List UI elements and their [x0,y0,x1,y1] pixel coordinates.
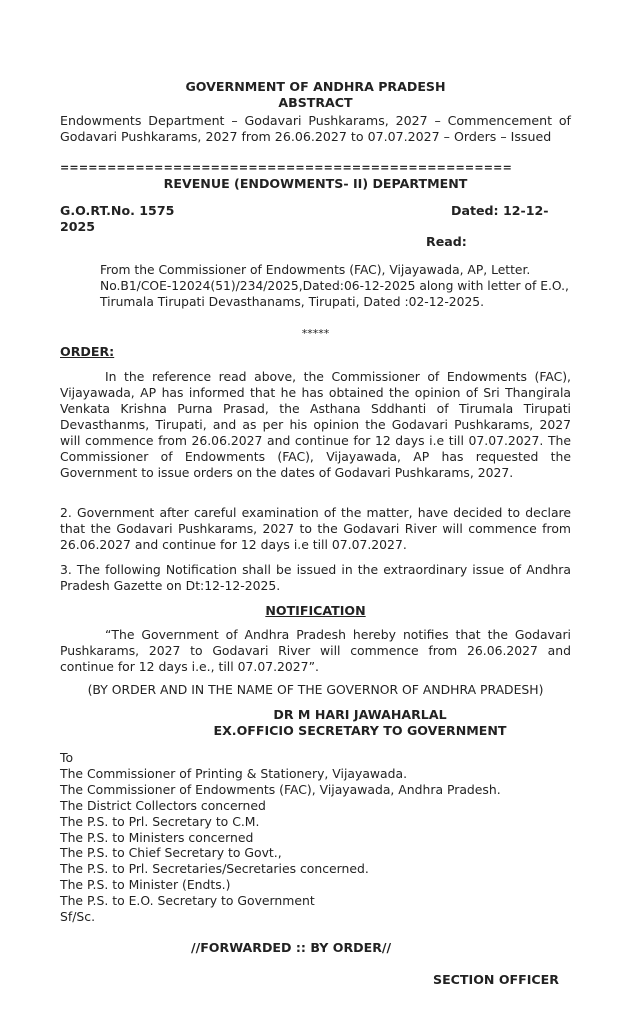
reference-text: From the Commissioner of Endowments (FAC), Vijayawada, AP, Letter. No.B1/COE-12024(51)/234/2025,Dated:06-12-2025 along with letter of E.O., Tirumala Tirupati Devasthanams, Tirupati, Dated :02-12-2025. [100,263,569,309]
recipient: The Commissioner of Printing & Stationery, Vijayawada. [60,765,408,781]
stars-divider: ***** [301,327,330,340]
order-paragraph-2: 2. Government after careful examination of the matter, have decided to declare that the Godavari Pushkarams, 2027 to the Godavari River will commence from 26.06.2027 and continue for 12 days i.e till 07.07.2027. [60,505,571,552]
forwarded-line: //FORWARDED :: BY ORDER// [191,940,392,955]
government-title: GOVERNMENT OF ANDHRA PRADESH [185,79,446,94]
order-heading: ORDER: [60,344,115,359]
go-number-year: 2025 [60,219,96,234]
order-paragraph-1: In the reference read above, the Commissioner of Endowments (FAC), Vijayawada, AP has informed that he has obtained the opinion of Sri Thangirala Venkata Krishna Purna Prasad, the Asthana Sddhanti of Tirumala Tirupati Devasthanms, Tirupati, and as per his opinion the Godavari Pushkarams, 2027 will commence from 26.06.2027 and continue for 12 days i.e till 07.07.2027. The Commissioner of Endowments (FAC), Vijayawada, AP has requested the Government to issue orders on the dates of Godavari Pushkarams, 2027. [60,369,571,480]
recipient: The Commissioner of Endowments (FAC), Vijayawada, Andhra Pradesh. [60,781,501,797]
go-number: G.O.RT.No. 1575 [60,203,175,218]
go-dated: Dated: 12-12- [451,203,549,218]
distribution-list [60,750,571,925]
abstract-text: Endowments Department – Godavari Pushkarams, 2027 – Commencement of Godavari Pushkarams, 2027 from 26.06.2027 to 07.07.2027 – Orders – Issued [60,113,571,144]
notification-heading: NOTIFICATION [265,603,366,618]
recipient: The P.S. to Chief Secretary to Govt., [60,845,282,861]
recipient: The P.S. to E.O. Secretary to Government [60,893,315,909]
recipient: Sf/Sc. [60,909,96,925]
read-label: Read: [426,234,467,249]
recipient: The District Collectors concerned [60,797,266,813]
separator-line: ================================================ [60,161,513,174]
recipient: The P.S. to Prl. Secretary to C.M. [60,813,260,829]
notification-text: “The Government of Andhra Pradesh hereby notifies that the Godavari Pushkarams, 2027 to Godavari River will commence from 26.06.2027 and continue for 12 days i.e., till 07.07.2027”. [60,627,571,674]
signatory-name: DR M HARI JAWAHARLAL [273,707,447,722]
recipient: The P.S. to Ministers concerned [60,829,254,845]
section-officer: SECTION OFFICER [433,972,559,987]
signatory-designation: EX.OFFICIO SECRETARY TO GOVERNMENT [213,723,507,738]
abstract-label: ABSTRACT [278,95,353,110]
to-label: To [60,750,74,765]
recipient: The P.S. to Prl. Secretaries/Secretaries concerned. [60,861,369,877]
department-title: REVENUE (ENDOWMENTS- II) DEPARTMENT [163,176,468,191]
recipient: The P.S. to Minister (Endts.) [60,877,231,893]
order-paragraph-3: 3. The following Notification shall be issued in the extraordinary issue of Andhra Pradesh Gazette on Dt:12-12-2025. [60,562,571,593]
by-order-line: (BY ORDER AND IN THE NAME OF THE GOVERNOR OF ANDHRA PRADESH) [87,682,544,697]
